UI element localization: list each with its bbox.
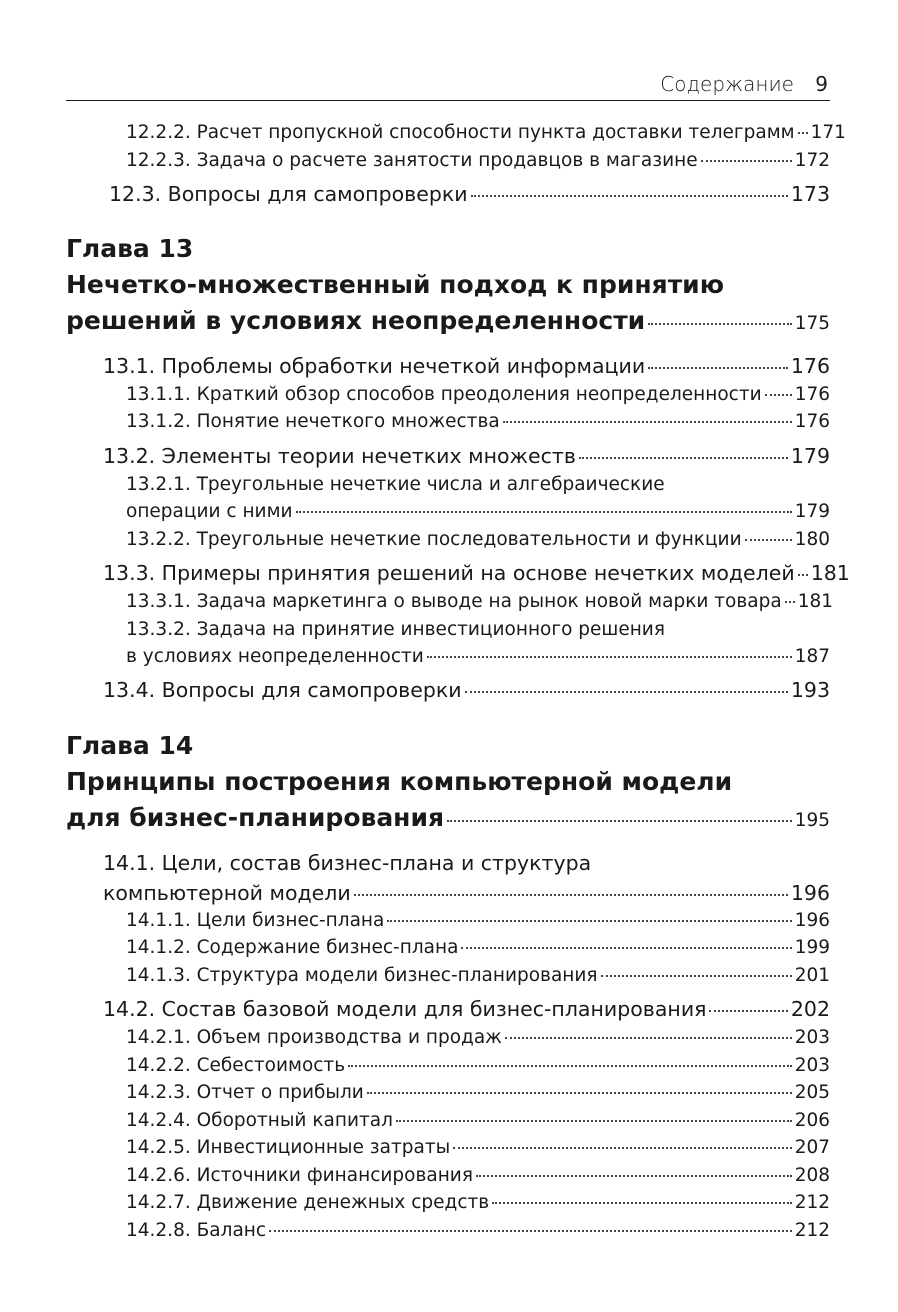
dot-leader — [447, 820, 792, 822]
toc-entry[interactable] — [126, 1027, 830, 1048]
toc-entry[interactable] — [103, 444, 830, 468]
toc-entry-page: 175 — [794, 313, 830, 334]
toc-entry-title: 13.3. Примеры принятия решений на основе нечетких моделей — [103, 561, 795, 585]
dot-leader — [785, 601, 795, 603]
toc-entry-page: 207 — [794, 1137, 830, 1158]
toc-entry-page: 187 — [794, 646, 830, 667]
toc-entry-page: 199 — [794, 937, 830, 958]
toc-entry[interactable] — [126, 1137, 830, 1158]
chapter-label: Глава 14 — [66, 731, 194, 760]
toc-entry-title: 14.1.3. Структура модели бизнес-планирования — [126, 965, 598, 986]
toc-entry[interactable] — [126, 1055, 830, 1076]
toc-entry-title: 14.1.2. Содержание бизнес-плана — [126, 937, 459, 958]
chapter-title-line: Принципы построения компьютерной модели — [66, 767, 733, 796]
toc-entry-page: 193 — [790, 678, 830, 702]
dot-leader — [798, 574, 808, 576]
dot-leader — [492, 1202, 791, 1204]
toc-entry-title: 12.2.3. Задача о расчете занятости продавцов в магазине — [126, 150, 698, 171]
chapter-entry[interactable] — [66, 306, 830, 335]
toc-entry-page: 181 — [810, 561, 850, 585]
toc-entry-page: 212 — [794, 1192, 830, 1213]
toc-entry-page: 195 — [794, 810, 830, 831]
toc-entry-title: 14.2.4. Оборотный капитал — [126, 1110, 393, 1131]
toc-entry[interactable] — [126, 937, 830, 958]
toc-entry-title: 13.2.1. Треугольные нечеткие числа и алгебраические — [126, 474, 665, 495]
toc-entry-page: 179 — [790, 444, 830, 468]
toc-entry-title: 13.1.2. Понятие нечеткого множества — [126, 411, 500, 432]
dot-leader — [765, 394, 792, 396]
toc-entry-page: 201 — [794, 965, 830, 986]
dot-leader — [296, 511, 792, 513]
dot-leader — [798, 132, 808, 134]
toc-entry-page: 203 — [794, 1055, 830, 1076]
toc-entry-page: 171 — [810, 122, 846, 143]
toc-entry-title: 14.2.2. Себестоимость — [126, 1055, 346, 1076]
dot-leader — [745, 539, 792, 541]
toc-entry[interactable] — [126, 150, 830, 171]
toc-entry-title: 14.2.7. Движение денежных средств — [126, 1192, 490, 1213]
dot-leader — [471, 195, 788, 197]
dot-leader — [503, 421, 792, 423]
toc-entry-title: 12.2.2. Расчет пропускной способности пункта доставки телеграмм — [126, 122, 795, 143]
toc-entry[interactable] — [126, 591, 833, 612]
toc-entry-title: 14.2.6. Источники финансирования — [126, 1165, 473, 1186]
toc-entry-title: 13.3.1. Задача маркетинга о выводе на рынок новой марки товара — [126, 591, 782, 612]
dot-leader — [461, 947, 791, 949]
toc-entry-title: 14.2.1. Объем производства и продаж — [126, 1027, 502, 1048]
toc-entry-page: 172 — [794, 150, 830, 171]
toc-entry-title: 14.1. Цели, состав бизнес-плана и структура — [103, 851, 592, 875]
toc-entry-page: 181 — [797, 591, 833, 612]
toc-entry[interactable] — [126, 1165, 830, 1186]
toc-entry-title: 13.2. Элементы теории нечетких множеств — [103, 444, 576, 468]
toc-entry[interactable] — [103, 678, 830, 702]
toc-entry-title: 13.4. Вопросы для самопроверки — [103, 678, 462, 702]
toc-entry-title: компьютерной модели — [103, 881, 351, 905]
toc-entry-title: 14.1.1. Цели бизнес-плана — [126, 910, 385, 931]
toc-entry[interactable] — [126, 529, 830, 550]
chapter-title-line: решений в условиях неопределенности — [66, 306, 646, 335]
running-head-title: Содержание — [660, 72, 794, 96]
toc-entry[interactable] — [126, 411, 830, 432]
dot-leader — [476, 1175, 792, 1177]
toc-entry[interactable] — [103, 881, 830, 905]
toc-entry-title: 13.3.2. Задача на принятие инвестиционного решения — [126, 619, 665, 640]
toc-entry[interactable] — [103, 561, 850, 585]
chapter-label: Глава 13 — [66, 234, 194, 263]
toc-entry-title: 14.2. Состав базовой модели для бизнес-планирования — [103, 997, 707, 1021]
dot-leader — [367, 1092, 792, 1094]
toc-entry-title: 13.1.1. Краткий обзор способов преодоления неопределенности — [126, 384, 762, 405]
toc-entry-page: 173 — [790, 182, 830, 206]
dot-leader — [709, 1010, 787, 1012]
dot-leader — [701, 160, 792, 162]
toc-entry[interactable] — [126, 501, 830, 522]
toc-entry[interactable] — [126, 646, 830, 667]
dot-leader — [348, 1065, 792, 1067]
toc-entry[interactable] — [126, 910, 830, 931]
chapter-entry[interactable] — [66, 803, 830, 832]
toc-entry-title: 14.2.3. Отчет о прибыли — [126, 1082, 364, 1103]
running-head — [66, 70, 830, 101]
toc-entry[interactable] — [126, 122, 846, 143]
toc-entry-title: 12.3. Вопросы для самопроверки — [109, 182, 468, 206]
dot-leader — [648, 367, 788, 369]
toc-entry[interactable] — [126, 1082, 830, 1103]
toc-entry[interactable] — [126, 1220, 830, 1241]
toc-entry[interactable] — [103, 997, 830, 1021]
dot-leader — [354, 894, 788, 896]
toc-entry-page: 196 — [794, 910, 830, 931]
toc-entry[interactable] — [103, 354, 830, 378]
toc-entry-page: 176 — [794, 411, 830, 432]
toc-entry-page: 176 — [794, 384, 830, 405]
page-number: 9 — [815, 72, 828, 96]
dot-leader — [269, 1230, 792, 1232]
dot-leader — [396, 1120, 792, 1122]
dot-leader — [465, 691, 788, 693]
toc-entry-title: 13.2.2. Треугольные нечеткие последовательности и функции — [126, 529, 742, 550]
toc-entry-page: 206 — [794, 1110, 830, 1131]
dot-leader — [505, 1037, 792, 1039]
toc-entry-page: 203 — [794, 1027, 830, 1048]
toc-entry-page: 176 — [790, 354, 830, 378]
dot-leader — [427, 656, 792, 658]
chapter-title-line: Нечетко-множественный подход к принятию — [66, 270, 725, 299]
toc-entry-page: 212 — [794, 1220, 830, 1241]
toc-entry-page: 180 — [794, 529, 830, 550]
dot-leader — [648, 323, 791, 325]
dot-leader — [579, 457, 788, 459]
toc-entry-title: операции с ними — [126, 501, 293, 522]
toc-entry[interactable] — [109, 182, 830, 206]
toc-entry[interactable] — [126, 1110, 830, 1131]
toc-entry[interactable] — [126, 384, 830, 405]
dot-leader — [453, 1147, 791, 1149]
toc-entry-page: 208 — [794, 1165, 830, 1186]
toc-entry-title: в условиях неопределенности — [126, 646, 424, 667]
toc-entry-page: 179 — [794, 501, 830, 522]
toc-entry-title: 13.1. Проблемы обработки нечеткой информации — [103, 354, 646, 378]
toc-entry-page: 205 — [794, 1082, 830, 1103]
toc-entry-title: 14.2.8. Баланс — [126, 1220, 267, 1241]
dot-leader — [601, 975, 792, 977]
toc-entry-page: 202 — [790, 997, 830, 1021]
toc-entry[interactable] — [126, 965, 830, 986]
chapter-title-line: для бизнес-планирования — [66, 803, 445, 832]
toc-entry-page: 196 — [790, 881, 830, 905]
dot-leader — [387, 920, 791, 922]
toc-entry[interactable] — [126, 1192, 830, 1213]
toc-entry-title: 14.2.5. Инвестиционные затраты — [126, 1137, 451, 1158]
